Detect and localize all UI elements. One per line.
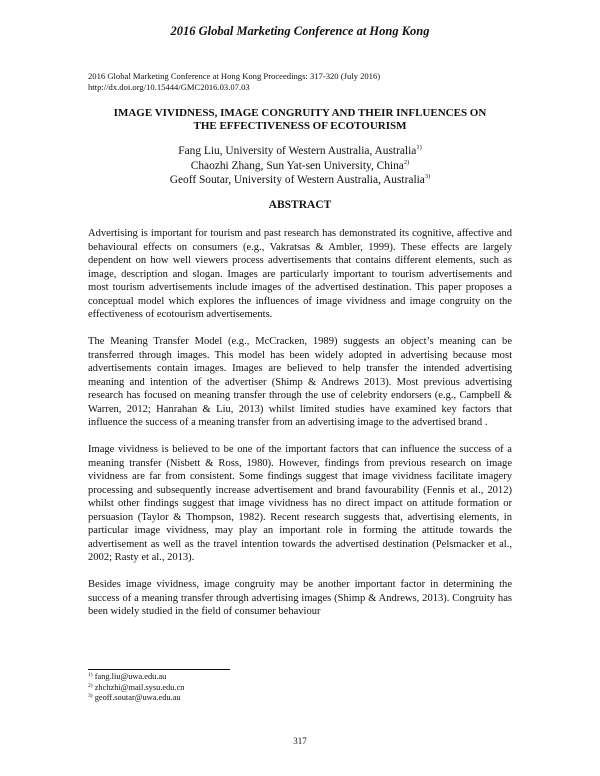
abstract-body [88, 227, 512, 632]
paragraph-1: Advertising is important for tourism and past research has demonstrated its cognitive, affective and behavioural effects on consumers (e.g., Vakratsas & Ambler, 1999). These effects are largely dependent on how well viewers process advertisements that contains different elements, such as image, description and slogan. Images are particularly important to tourism advertisements and most tourism advertisements include images of the advertised destination. This paper proposes a conceptual model which explores the influences of image vividness and image congruity on the effectiveness of ecotourism advertisements. [88, 228, 512, 320]
paragraph-3: Image vividness is believed to be one of the important factors that can influence the success of a meaning transfer (Nisbett & Ross, 1980). However, findings from previous research on image vividness are far from consistent. Some findings suggest that image vividness facilitate imagery processing and subsequently increase advertisement and brand favourability (Fennis et al., 2012) whilst other findings suggest that image vividness has no direct impact on attitude formation or persuasion (Taylor & Thompson, 1982). Recent research suggests that, advertising elements, in particular image vividness, may play an important role in forming the attitude towards the advertisement as well as the travel intention towards the advertised destination (Pelsmacker et al., 2002; Rasty et al., 2013). [88, 444, 512, 563]
author-list [88, 144, 512, 188]
author-name: Geoff Soutar, University of Western Australia, Australia [169, 174, 425, 186]
citation-proceedings: 2016 Global Marketing Conference at Hong Kong Proceedings: 317-320 (July 2016) [88, 71, 381, 81]
citation-block [88, 71, 528, 92]
abstract-heading: ABSTRACT [268, 199, 332, 211]
footnote-email[interactable]: geoff.soutar@uwa.edu.au [94, 693, 181, 702]
footnote-mark: 3) [88, 693, 93, 699]
author-footnote-mark: 1) [416, 144, 422, 151]
paragraph-2: The Meaning Transfer Model (e.g., McCracken, 1989) suggests an object’s meaning can be transferred through images. This model has been widely adopted in advertising because most advertisements contain images. Images are believed to help transfer the intended advertising meaning and intention of the advertiser (Shimp & Andrews 2013). Most previous advertising research has focused on meaning transfer through the use of celebrity endorsers (e.g., Campbell & Warren, 2012; Hanrahan & Liu, 2013) whilst limited studies have examined key factors that influence the success of a meaning transfer from an advertising image to the advertised brand . [88, 336, 512, 428]
footnote-mark: 1) [88, 672, 93, 678]
author-name: Chaozhi Zhang, Sun Yat-sen University, China [190, 159, 404, 172]
footnote-2 [88, 683, 388, 694]
footnote-3 [88, 693, 388, 704]
footnote-email[interactable]: fang.liu@uwa.edu.au [94, 672, 167, 681]
paper-title [88, 107, 512, 133]
title-line-1: IMAGE VIVIDNESS, IMAGE CONGRUITY AND THEIR INFLUENCES ON [113, 107, 487, 119]
footnote-mark: 2) [88, 682, 93, 689]
footnote-1 [88, 672, 388, 683]
running-header: 2016 Global Marketing Conference at Hong Kong [170, 24, 430, 38]
author-footnote-mark: 3) [424, 173, 431, 180]
author-footnote-mark: 2) [403, 158, 410, 166]
author-name: Fang Liu, University of Western Australia, Australia [178, 145, 417, 157]
page-number: 317 [293, 736, 307, 746]
footnotes [88, 672, 388, 704]
author-3 [88, 173, 512, 188]
author-1 [88, 144, 512, 159]
title-line-2: THE EFFECTIVENESS OF ECOTOURISM [193, 120, 407, 132]
citation-doi[interactable]: http://dx.doi.org/10.15444/GMC2016.03.07.03 [88, 81, 250, 92]
footnote-divider [88, 669, 230, 670]
paragraph-4: Besides image vividness, image congruity may be another important factor in determining the success of a meaning transfer through advertising images (Shimp & Andrews, 2013). Congruity has been widely studied in the field of consumer behaviour [88, 579, 512, 617]
footnote-email[interactable]: zhchzhi@mail.sysu.edu.cn [94, 682, 185, 692]
author-2 [88, 159, 512, 174]
